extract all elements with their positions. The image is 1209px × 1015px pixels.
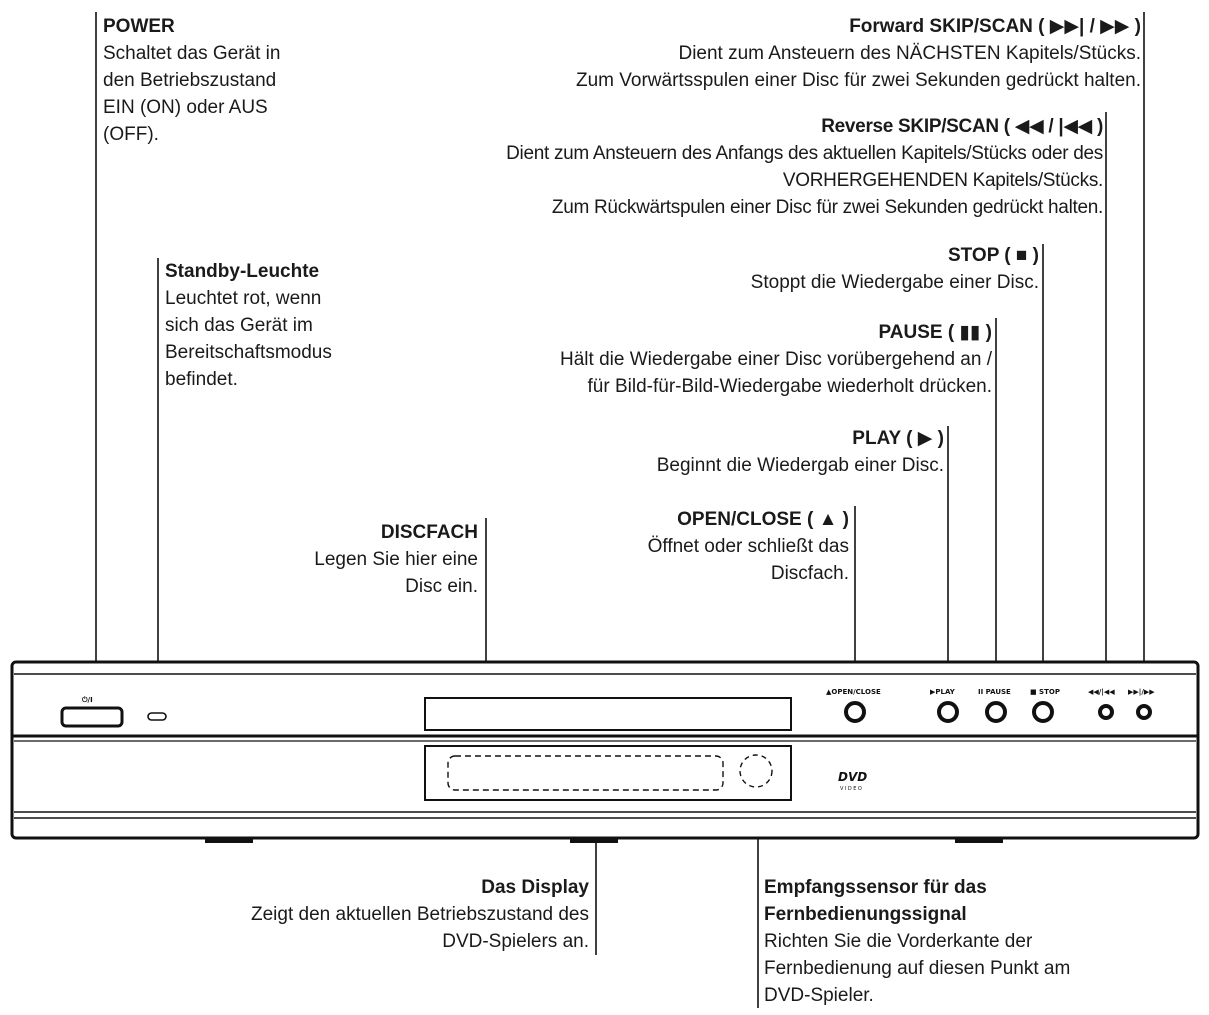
sensor-desc-3: DVD-Spieler. <box>764 985 874 1006</box>
standby-desc-4: befindet. <box>165 369 238 390</box>
standby-label <box>165 258 332 393</box>
power-mark: ⏻/I <box>82 696 93 704</box>
forward-desc-2: Zum Vorwärtsspulen einer Disc für zwei Sekunden gedrückt halten. <box>576 70 1141 91</box>
forward-skip-button[interactable] <box>1138 706 1150 718</box>
remote-sensor-label <box>764 874 1070 1009</box>
discfach-label <box>314 519 478 600</box>
play-desc-1: Beginnt die Wiedergab einer Disc. <box>656 455 944 476</box>
power-button[interactable] <box>62 708 122 726</box>
pause-mark: II PAUSE <box>978 688 1011 696</box>
stop-desc-1: Stoppt die Wiedergabe einer Disc. <box>750 272 1039 293</box>
open-close-button[interactable] <box>846 703 864 721</box>
reverse-skip-label <box>506 113 1103 221</box>
forward-title: Forward SKIP/SCAN ( ▶▶| / ▶▶ ) <box>849 16 1141 37</box>
discfach-title: DISCFACH <box>380 522 478 543</box>
stop-label <box>751 242 1039 296</box>
standby-led <box>148 713 166 720</box>
display-label <box>251 874 589 955</box>
play-title: PLAY ( ▶ ) <box>852 428 944 449</box>
openclose-desc-1: Öffnet oder schließt das <box>647 536 849 557</box>
pause-desc-1: Hält die Wiedergabe einer Disc vorübergehend an / <box>560 349 992 370</box>
sensor-desc-1: Richten Sie die Vorderkante der <box>764 931 1033 952</box>
disc-tray[interactable] <box>425 698 791 730</box>
stop-button[interactable] <box>1034 703 1052 721</box>
open-close-mark: ▲OPEN/CLOSE <box>826 688 881 696</box>
sensor-title-2: Fernbedienungssignal <box>764 904 967 925</box>
display-title: Das Display <box>481 877 589 898</box>
power-desc-3: EIN (ON) oder AUS <box>103 97 268 118</box>
power-desc-4: (OFF). <box>103 124 159 145</box>
rev-mark: ◀◀/|◀◀ <box>1088 688 1115 696</box>
discfach-desc-2: Disc ein. <box>405 576 478 597</box>
standby-title: Standby-Leuchte <box>165 261 320 282</box>
sensor-desc-2: Fernbedienung auf diesen Punkt am <box>764 958 1071 979</box>
reverse-skip-button[interactable] <box>1100 706 1112 718</box>
pause-label <box>560 319 992 400</box>
fwd-mark: ▶▶|/▶▶ <box>1128 688 1155 696</box>
play-label <box>657 425 944 479</box>
discfach-desc-1: Legen Sie hier eine <box>314 549 478 570</box>
power-desc-1: Schaltet das Gerät in <box>103 43 281 64</box>
power-label <box>103 13 280 148</box>
play-button[interactable] <box>939 703 957 721</box>
dvd-video-logo-text: VIDEO <box>840 786 864 792</box>
display-desc-1: Zeigt den aktuellen Betriebszustand des <box>251 904 589 925</box>
dvd-logo: DVD <box>838 770 868 784</box>
forward-desc-1: Dient zum Ansteuern des NÄCHSTEN Kapitels/Stücks. <box>678 43 1141 64</box>
pause-title: PAUSE ( ▮▮ ) <box>878 322 992 343</box>
power-title: POWER <box>103 16 175 37</box>
sensor-title-1: Empfangssensor für das <box>764 877 987 898</box>
standby-desc-2: sich das Gerät im <box>165 315 313 336</box>
open-close-label <box>648 506 849 587</box>
reverse-desc-3: Zum Rückwärtspulen einer Disc für zwei Sekunden gedrückt halten. <box>551 197 1103 218</box>
openclose-title: OPEN/CLOSE ( ▲ ) <box>677 509 849 530</box>
standby-desc-1: Leuchtet rot, wenn <box>165 288 322 309</box>
reverse-desc-2: VORHERGEHENDEN Kapitels/Stücks. <box>782 170 1103 191</box>
stop-title: STOP ( ■ ) <box>947 245 1039 266</box>
standby-desc-3: Bereitschaftsmodus <box>165 342 332 363</box>
play-mark: ▶PLAY <box>930 688 955 696</box>
display-window <box>425 746 791 800</box>
pause-desc-2: für Bild-für-Bild-Wiedergabe wiederholt drücken. <box>587 376 992 397</box>
reverse-desc-1: Dient zum Ansteuern des Anfangs des aktuellen Kapitels/Stücks oder des <box>506 143 1103 164</box>
reverse-title: Reverse SKIP/SCAN ( ◀◀ / |◀◀ ) <box>821 116 1103 137</box>
forward-skip-label <box>576 13 1141 94</box>
display-desc-2: DVD-Spielers an. <box>442 931 589 952</box>
power-desc-2: den Betriebszustand <box>103 70 277 91</box>
pause-button[interactable] <box>987 703 1005 721</box>
stop-mark: ■ STOP <box>1030 688 1060 696</box>
openclose-desc-2: Discfach. <box>770 563 849 584</box>
